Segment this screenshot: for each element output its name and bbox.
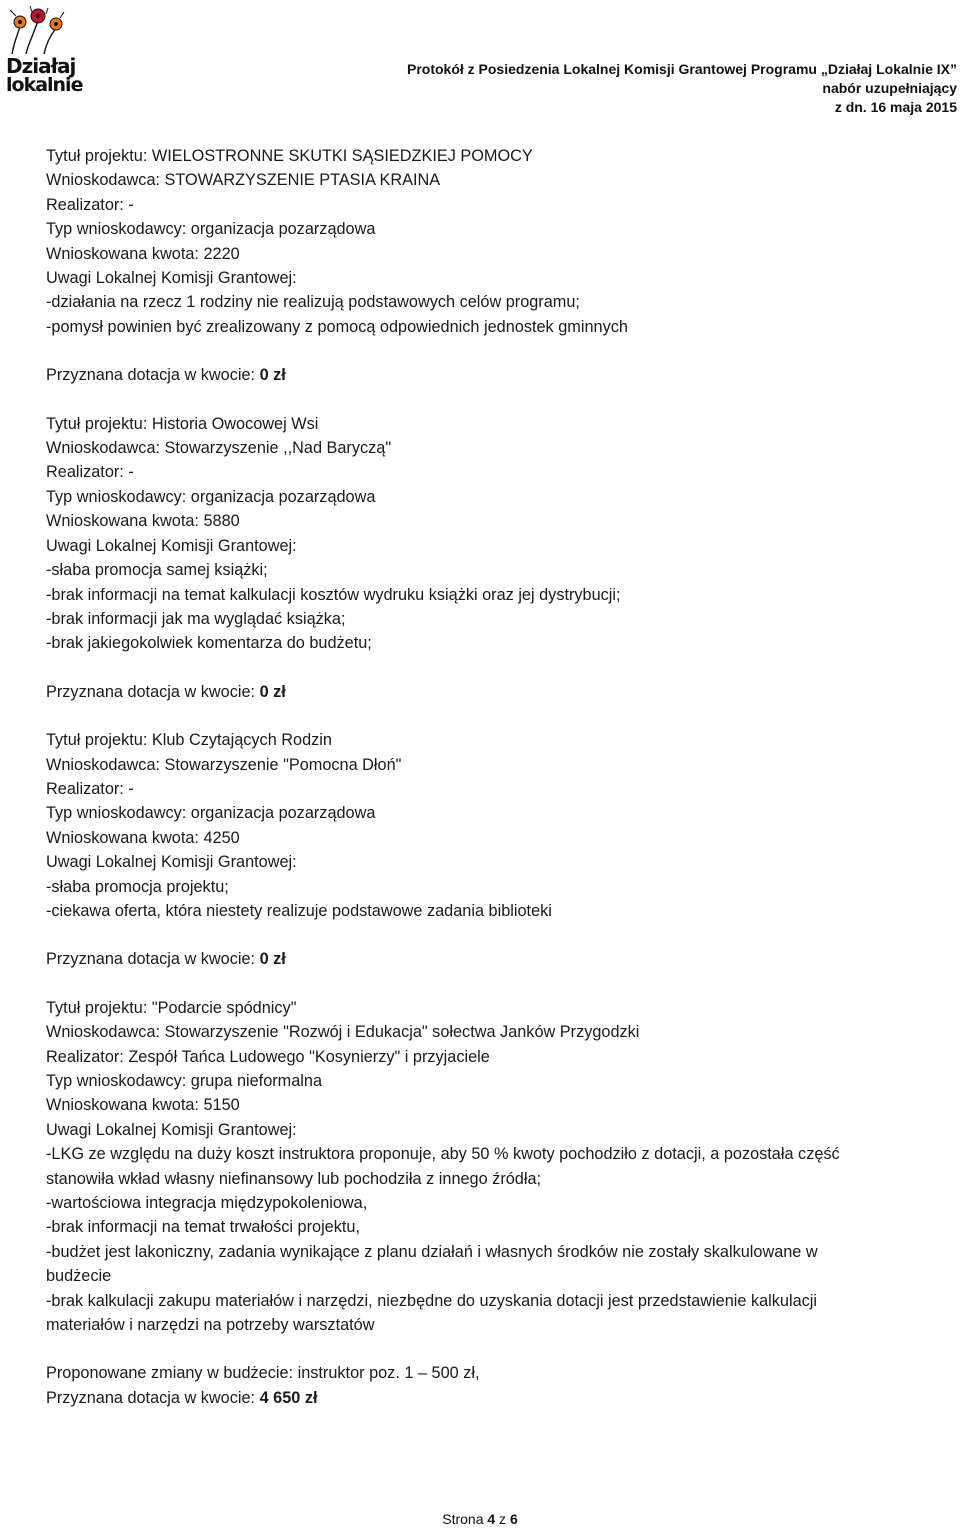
granted-value: 0 zł [259, 366, 286, 385]
remark-line: -działania na rzecz 1 rodziny nie realizują podstawowych celów programu; [46, 293, 580, 312]
remark-line: materiałów i narzędzi na potrzeby warsztatów [46, 1316, 375, 1335]
page-total: 6 [509, 1511, 518, 1527]
header-title: Protokół z Posiedzenia Lokalnej Komisji Grantowej Programu „Działaj Lokalnie IX” [406, 61, 957, 77]
document-header [407, 60, 957, 117]
project-title: Tytuł projektu: Klub Czytających Rodzin [46, 731, 332, 750]
project-realizer: Realizator: Zespół Tańca Ludowego "Kosynierzy" i przyjaciele [46, 1047, 490, 1066]
remarks-label: Uwagi Lokalnej Komisji Grantowej: [46, 1120, 297, 1139]
header-subtitle: nabór uzupełniający [822, 80, 957, 96]
remark-line: -brak informacji na temat trwałości projektu, [46, 1218, 360, 1237]
requested-amount: Wnioskowana kwota: 4250 [46, 828, 240, 847]
logo-text-line2: lokalnie [6, 74, 83, 96]
header-date: z dn. 16 maja 2015 [834, 99, 957, 115]
logo [4, 4, 83, 96]
remark-line: -brak kalkulacji zakupu materiałów i narzędzi, niezbędne do uzyskania dotacji jest przedstawienie kalkulacji [46, 1291, 818, 1310]
project-title: Tytuł projektu: Historia Owocowej Wsi [46, 414, 319, 433]
granted-amount [46, 680, 956, 704]
requested-amount: Wnioskowana kwota: 5150 [46, 1096, 240, 1115]
granted-label: Przyznana dotacja w kwocie: [46, 366, 260, 385]
footer-middle: z [495, 1511, 510, 1527]
page-number: 4 [487, 1511, 496, 1527]
remark-line: -brak jakiegokolwiek komentarza do budżetu; [46, 634, 372, 653]
granted-label: Przyznana dotacja w kwocie: [46, 950, 260, 969]
granted-value: 0 zł [259, 682, 286, 701]
remark-line: -budżet jest lakoniczny, zadania wynikające z planu działań i własnych środków nie zostały skalkulowane w [46, 1242, 818, 1261]
project-entry [46, 144, 956, 388]
remark-line: -brak informacji na temat kalkulacji kosztów wydruku książki oraz jej dystrybucji; [46, 585, 621, 604]
remarks-label: Uwagi Lokalnej Komisji Grantowej: [46, 269, 297, 288]
project-applicant: Wnioskodawca: Stowarzyszenie "Rozwój i Edukacja" sołectwa Janków Przygodzki [46, 1023, 640, 1042]
requested-amount: Wnioskowana kwota: 2220 [46, 244, 240, 263]
project-realizer: Realizator: - [46, 779, 134, 798]
remarks-label: Uwagi Lokalnej Komisji Grantowej: [46, 853, 297, 872]
project-entry [46, 728, 956, 972]
requested-amount: Wnioskowana kwota: 5880 [46, 512, 240, 531]
remark-line: -pomysł powinien być zrealizowany z pomocą odpowiednich jednostek gminnych [46, 317, 628, 336]
remark-line: -słaba promocja samej książki; [46, 561, 268, 580]
applicant-type: Typ wnioskodawcy: grupa nieformalna [46, 1072, 323, 1090]
project-title: Tytuł projektu: WIELOSTRONNE SKUTKI SĄSIEDZKIEJ POMOCY [46, 147, 533, 165]
project-applicant: Wnioskodawca: Stowarzyszenie "Pomocna Dłoń" [46, 755, 402, 774]
project-applicant: Wnioskodawca: STOWARZYSZENIE PTASIA KRAINA [46, 171, 441, 190]
remark-line: -wartościowa integracja międzypokoleniowa, [46, 1194, 368, 1213]
remark-line: -LKG ze względu na duży koszt instruktora proponuje, aby 50 % kwoty pochodziło z dotacji, a pozostała część [46, 1145, 840, 1164]
budget-changes: Proponowane zmiany w budżecie: instruktor poz. 1 – 500 zł, [46, 1364, 480, 1383]
logo-text-line1: Działaj [6, 54, 76, 78]
applicant-type: Typ wnioskodawcy: organizacja pozarządowa [46, 804, 376, 823]
granted-amount [46, 947, 956, 971]
project-title: Tytuł projektu: "Podarcie spódnicy" [46, 998, 297, 1017]
page-footer [0, 1511, 960, 1527]
project-entry [46, 996, 956, 1411]
remark-line: budżecie [46, 1267, 112, 1286]
project-realizer: Realizator: - [46, 195, 134, 214]
remark-line: stanowiła wkład własny niefinansowy lub pochodziła z innego źródła; [46, 1169, 542, 1188]
project-realizer: Realizator: - [46, 463, 134, 482]
remark-line: -brak informacji jak ma wyglądać książka; [46, 609, 346, 628]
granted-label: Przyznana dotacja w kwocie: [46, 682, 260, 701]
applicant-type: Typ wnioskodawcy: organizacja pozarządowa [46, 220, 376, 239]
protocol-body [46, 144, 956, 1410]
project-applicant: Wnioskodawca: Stowarzyszenie ,,Nad Baryczą" [46, 439, 392, 458]
remarks-label: Uwagi Lokalnej Komisji Grantowej: [46, 536, 297, 555]
project-entry [46, 412, 956, 704]
granted-amount [46, 1386, 956, 1410]
granted-value: 4 650 zł [259, 1388, 318, 1407]
remark-line: -słaba promocja projektu; [46, 877, 229, 896]
granted-amount [46, 363, 956, 387]
footer-prefix: Strona [442, 1511, 488, 1527]
flowers-icon [4, 4, 70, 58]
granted-value: 0 zł [259, 950, 286, 969]
granted-label: Przyznana dotacja w kwocie: [46, 1388, 260, 1407]
remark-line: -ciekawa oferta, która niestety realizuje podstawowe zadania biblioteki [46, 901, 552, 920]
applicant-type: Typ wnioskodawcy: organizacja pozarządowa [46, 487, 376, 506]
